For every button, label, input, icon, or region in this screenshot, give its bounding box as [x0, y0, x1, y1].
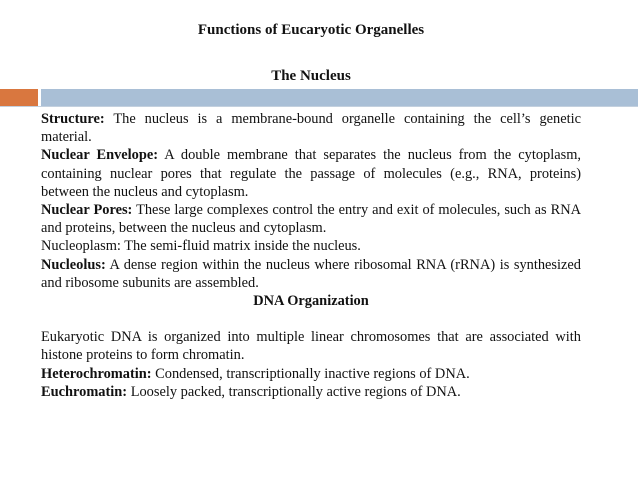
paragraph-structure: [41, 110, 581, 146]
term-text: Eukaryotic DNA is organized into multiple linear chromosomes that are associated with histone proteins to form chromatin.: [41, 329, 581, 364]
term-text: Nucleoplasm: The semi-fluid matrix inside the nucleus.: [41, 238, 361, 255]
term-label: Nuclear Pores:: [41, 202, 133, 219]
slide-body: [41, 110, 581, 401]
term-text: Loosely packed, transcriptionally active regions of DNA.: [127, 383, 461, 400]
accent-bar-orange: [0, 89, 38, 106]
term-text: These large complexes control the entry and exit of molecules, such as RNA and proteins, between the nucleus and cytoplasm.: [41, 202, 582, 237]
slide-subtitle: The Nucleus: [271, 68, 351, 84]
paragraph-heterochromatin: [41, 365, 581, 383]
divider-line: [0, 106, 638, 107]
term-text: A dense region within the nucleus where ribosomal RNA (rRNA) is synthesized and ribosome subunits are assembled.: [41, 256, 581, 291]
spacer: [41, 310, 581, 328]
term-label: Nucleolus:: [41, 256, 106, 273]
term-text: The nucleus is a membrane-bound organelle containing the cell’s genetic material.: [41, 111, 581, 146]
term-label: Euchromatin:: [41, 383, 128, 400]
paragraph-nucleoplasm: [41, 237, 581, 255]
term-label: Structure:: [41, 111, 105, 127]
paragraph-nuclear-envelope: [41, 146, 581, 201]
paragraph-euchromatin: [41, 383, 581, 401]
term-label: Heterochromatin:: [41, 365, 152, 382]
accent-bar-blue: [41, 89, 638, 106]
slide-title: Functions of Eucaryotic Organelles: [197, 22, 425, 38]
paragraph-nuclear-pores: [41, 201, 581, 237]
paragraph-nucleolus: [41, 256, 581, 292]
term-text: Condensed, transcriptionally inactive regions of DNA.: [151, 365, 470, 382]
term-label: Nuclear Envelope:: [41, 147, 159, 164]
section-heading-dna: DNA Organization: [253, 293, 369, 310]
paragraph-dna-intro: [41, 328, 581, 364]
term-text: A double membrane that separates the nucleus from the cytoplasm, containing nuclear pores that regulate the passage of molecules (e.g., RNA, proteins) between the nucleus and cytoplasm.: [41, 147, 581, 200]
